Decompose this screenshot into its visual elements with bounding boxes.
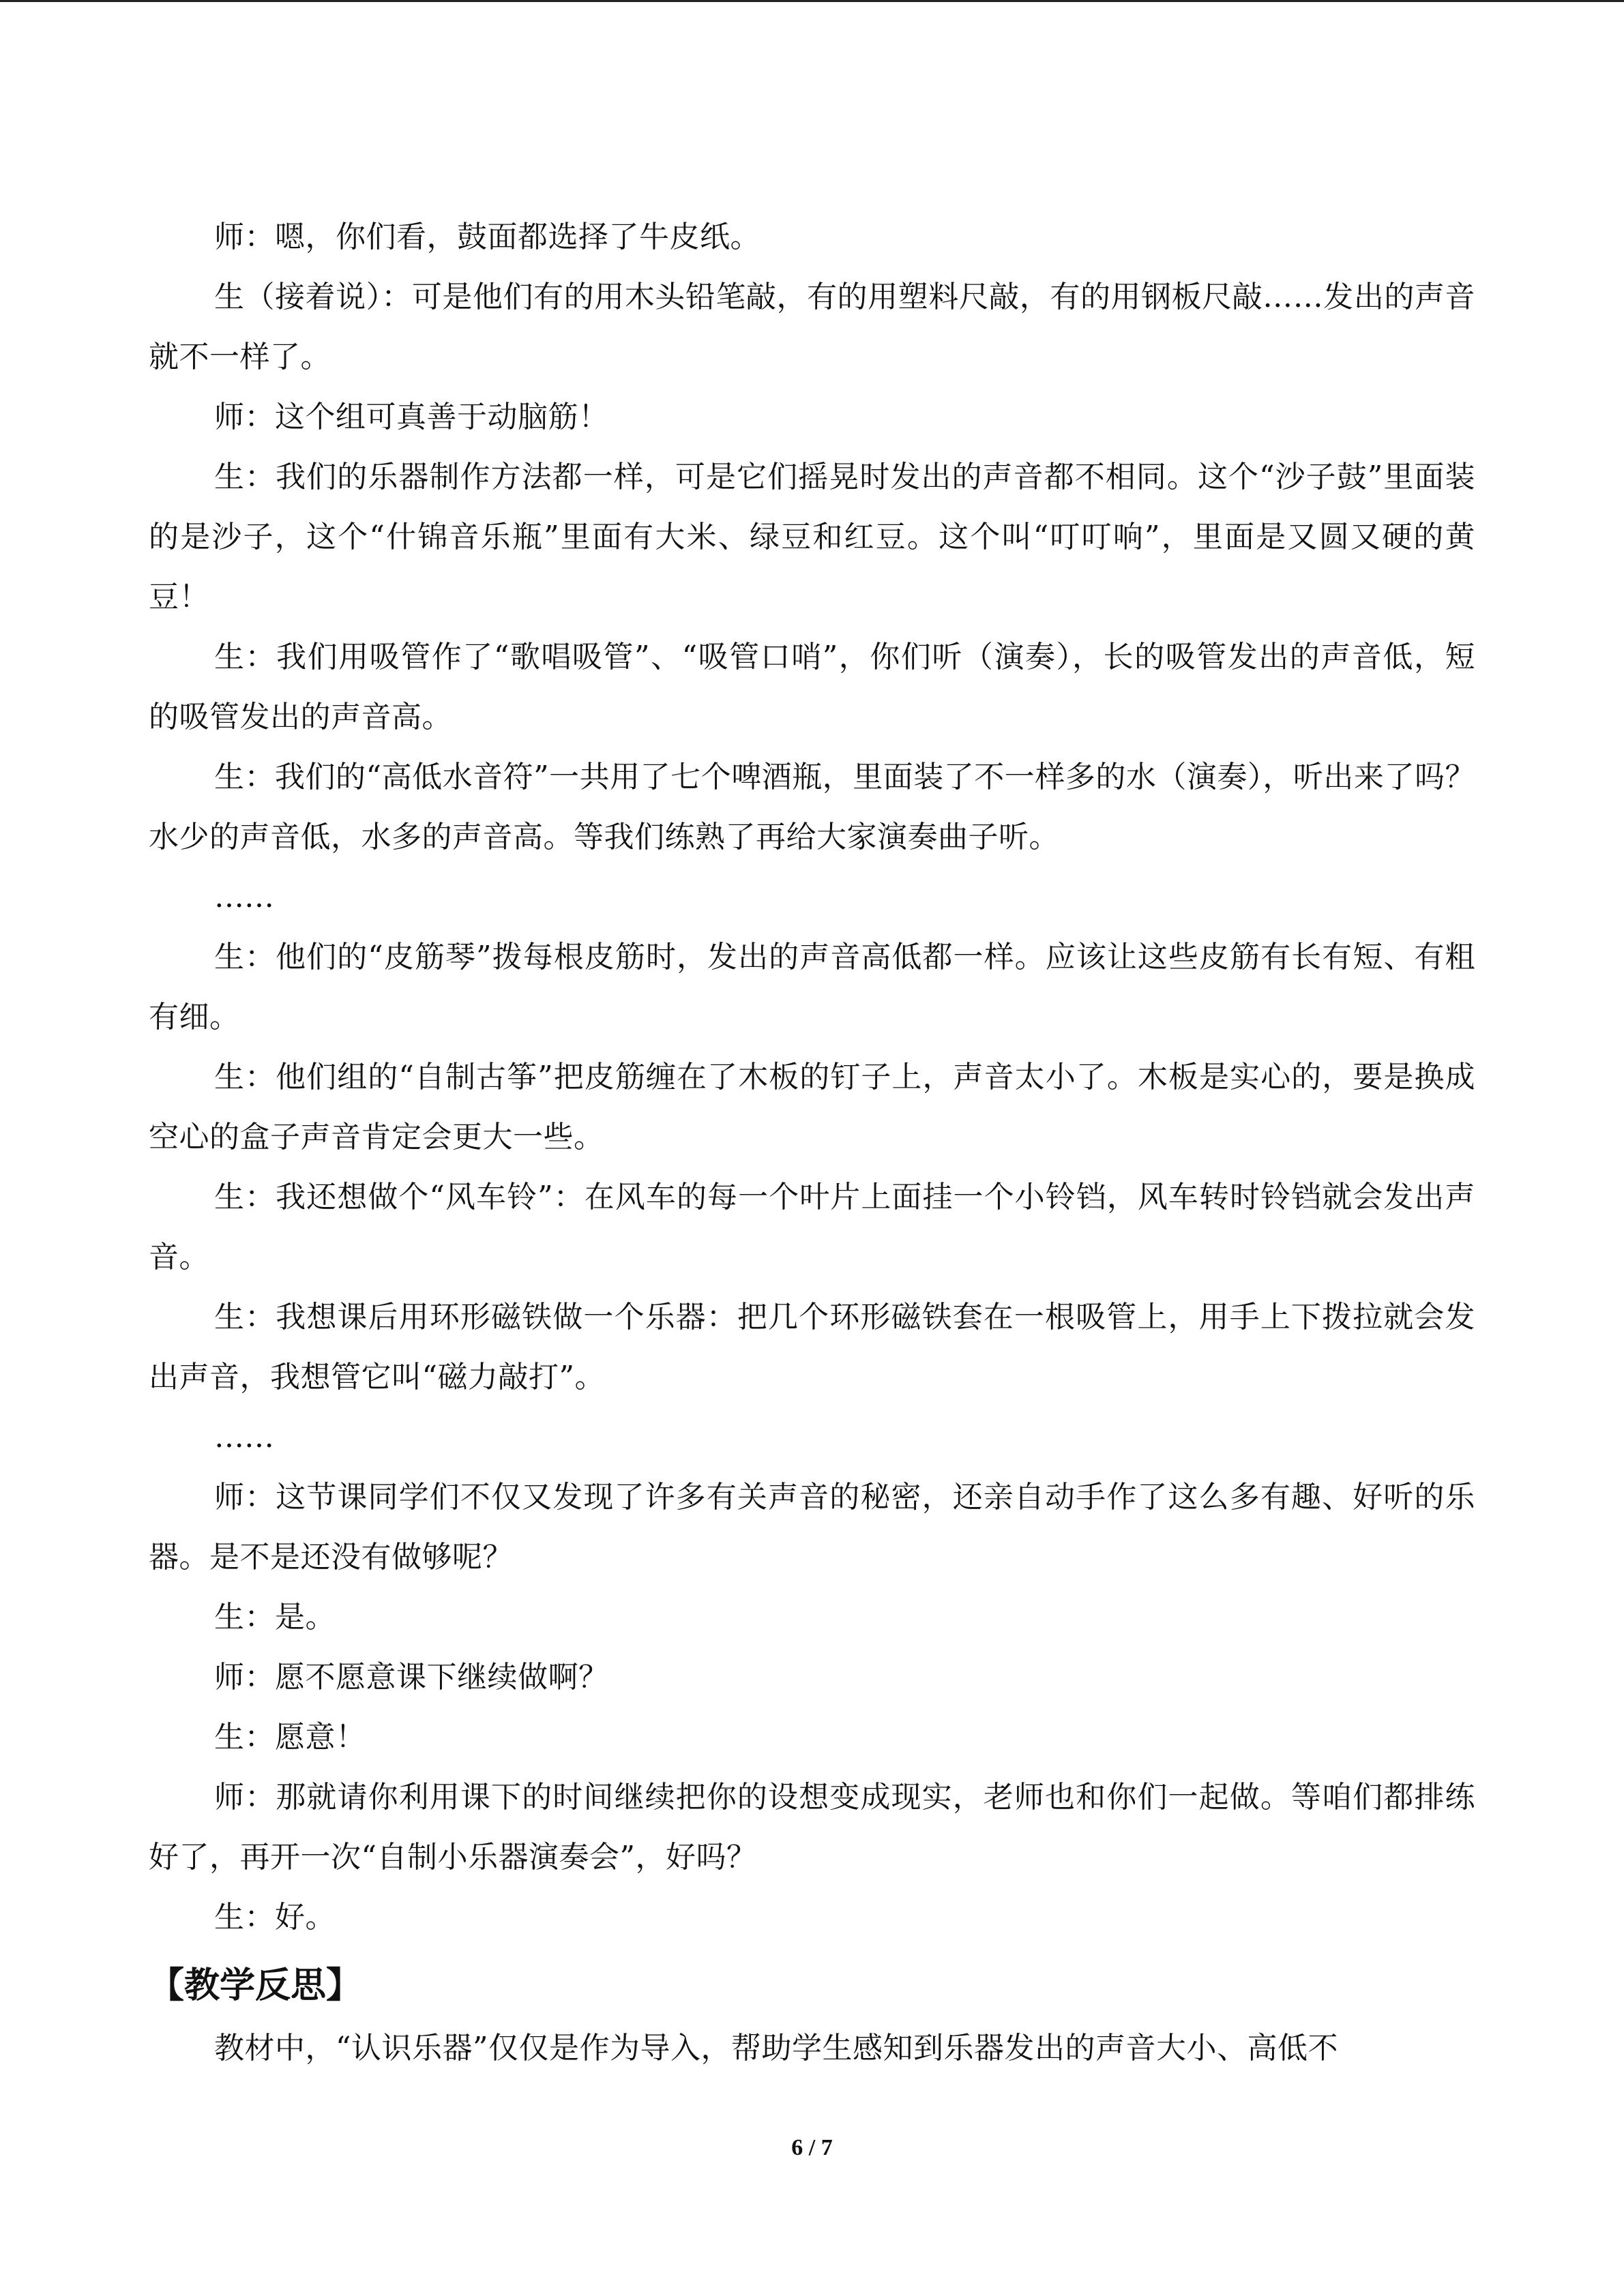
page-top-border — [0, 0, 1624, 2]
dialogue-paragraph: 生：他们的“皮筋琴”拨每根皮筋时，发出的声音高低都一样。应该让这些皮筋有长有短、有粗有细。 — [149, 940, 1475, 1034]
section-heading-reflection: 【教学反思】 — [149, 1965, 362, 2006]
dialogue-paragraph: 生：我想课后用环形磁铁做一个乐器：把几个环形磁铁套在一根吸管上，用手上下拨拉就会发出声音，我想管它叫“磁力敲打”。 — [149, 1300, 1475, 1395]
dialogue-paragraph: 生：好。 — [214, 1900, 336, 1935]
dialogue-paragraph: 生：是。 — [214, 1600, 336, 1635]
dialogue-paragraph: 生：我们的“高低水音符”一共用了七个啤酒瓶，里面装了不一样多的水（演奏），听出来了吗？水少的声音低，水多的声音高。等我们练熟了再给大家演奏曲子听。 — [149, 760, 1475, 854]
dialogue-paragraph: 师：这节课同学们不仅又发现了许多有关声音的秘密，还亲自动手作了这么多有趣、好听的乐器。是不是还没有做够呢？ — [149, 1480, 1475, 1575]
dialogue-paragraph: 生：我们的乐器制作方法都一样，可是它们摇晃时发出的声音都不相同。这个“沙子鼓”里面装的是沙子，这个“什锦音乐瓶”里面有大米、绿豆和红豆。这个叫“叮叮响”，里面是又圆又硬的黄豆！ — [149, 460, 1475, 614]
dialogue-paragraph: 师：这个组可真善于动脑筋！ — [214, 400, 609, 434]
page-number: 6 / 7 — [791, 2135, 833, 2160]
dialogue-paragraph: 生：他们组的“自制古筝”把皮筋缠在了木板的钉子上，声音太小了。木板是实心的，要是换成空心的盒子声音肯定会更大一些。 — [149, 1060, 1475, 1154]
dialogue-paragraph: 生：我还想做个“风车铃”：在风车的每一个叶片上面挂一个小铃铛，风车转时铃铛就会发出声音。 — [149, 1180, 1475, 1274]
document-body — [149, 207, 1475, 2078]
reflection-paragraph: 教材中，“认识乐器”仅仅是作为导入，帮助学生感知到乐器发出的声音大小、高低不 — [214, 2031, 1338, 2066]
dialogue-paragraph: 师：愿不愿意课下继续做啊？ — [214, 1660, 609, 1695]
dialogue-paragraph: 师：嗯，你们看，鼓面都选择了牛皮纸。 — [214, 220, 761, 254]
dialogue-paragraph: 生：我们用吸管作了“歌唱吸管”、“吸管口哨”，你们听（演奏），长的吸管发出的声音低，短的吸管发出的声音高。 — [149, 640, 1475, 734]
dialogue-paragraph: 师：那就请你利用课下的时间继续把你的设想变成现实，老师也和你们一起做。等咱们都排练好了，再开一次“自制小乐器演奏会”，好吗？ — [149, 1780, 1475, 1875]
dialogue-paragraph: 生（接着说）：可是他们有的用木头铅笔敲，有的用塑料尺敲，有的用钢板尺敲……发出的声音就不一样了。 — [149, 280, 1475, 374]
ellipsis-line: …… — [214, 1420, 274, 1455]
dialogue-paragraph: 生：愿意！ — [214, 1720, 366, 1755]
ellipsis-line: …… — [214, 880, 274, 914]
